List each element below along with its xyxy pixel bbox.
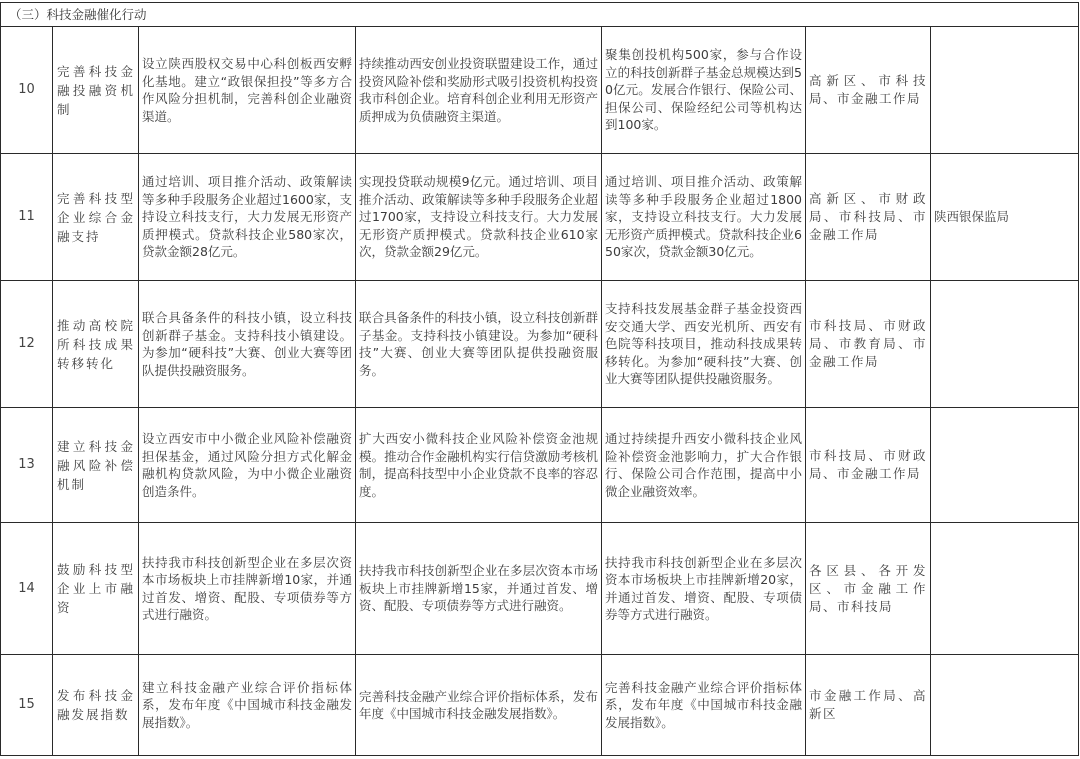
table-row: [1, 523, 1079, 655]
lead-units: 市科技局、市财政局、市教育局、市金融工作局: [806, 281, 931, 408]
goal-year-1: 联合具备条件的科技小镇，设立科技创新群子基金。支持科技小镇建设。为参加“硬科技”大赛、创业大赛等团队提供投融资服务。: [139, 281, 356, 408]
tech-finance-action-table: [0, 2, 1079, 756]
cooperating-units: [931, 408, 1079, 523]
table-row: [1, 27, 1079, 154]
lead-units: 市金融工作局、高新区: [806, 655, 931, 756]
cooperating-units: [931, 523, 1079, 655]
goal-year-2: 扶持我市科技创新型企业在多层次资本市场板块上市挂牌新增15家，并通过首发、增资、配股、专项债券等方式进行融资。: [356, 523, 602, 655]
goal-year-2: 联合具备条件的科技小镇，设立科技创新群子基金。支持科技小镇建设。为参加“硬科技”大赛、创业大赛等团队提供投融资服务。: [356, 281, 602, 408]
row-number: 10: [1, 27, 53, 154]
table-row: [1, 408, 1079, 523]
row-number: 11: [1, 154, 53, 281]
table-row: [1, 655, 1079, 756]
goal-year-1: 设立陕西股权交易中心科创板西安孵化基地。建立“政银保担投”等多方合作风险分担机制，完善科创企业融资渠道。: [139, 27, 356, 154]
table-row: [1, 154, 1079, 281]
goal-year-2: 持续推动西安创业投资联盟建设工作，通过投资风险补偿和奖励形式吸引投资机构投资我市科创企业。培育科创企业利用无形资产质押成为负债融资主渠道。: [356, 27, 602, 154]
task-name: 建立科技金融风险补偿机制: [53, 408, 139, 523]
task-name: 完善科技型企业综合金融支持: [53, 154, 139, 281]
cooperating-units: 陕西银保监局: [931, 154, 1079, 281]
section-title: （三）科技金融催化行动: [1, 3, 1079, 27]
task-name: 发布科技金融发展指数: [53, 655, 139, 756]
row-number: 13: [1, 408, 53, 523]
cooperating-units: [931, 655, 1079, 756]
goal-year-1: 建立科技金融产业综合评价指标体系，发布年度《中国城市科技金融发展指数》。: [139, 655, 356, 756]
lead-units: 高新区、市科技局、市金融工作局: [806, 27, 931, 154]
table-row: [1, 281, 1079, 408]
lead-units: 各区县、各开发区、市金融工作局、市科技局: [806, 523, 931, 655]
goal-year-3: 聚集创投机构500家，参与合作设立的科技创新群子基金总规模达到50亿元。发展合作银行、保险公司、担保公司、保险经纪公司等机构达到100家。: [602, 27, 806, 154]
goal-year-3: 支持科技发展基金群子基金投资西安交通大学、西安光机所、西安有色院等科技项目，推动科技成果转移转化。为参加“硬科技”大赛、创业大赛等团队提供投融资服务。: [602, 281, 806, 408]
goal-year-3: 通过培训、项目推介活动、政策解读等多种手段服务企业超过1800家，支持设立科技支行。大力发展无形资产质押模式。贷款科技企业650家次，贷款金额30亿元。: [602, 154, 806, 281]
goal-year-2: 扩大西安小微科技企业风险补偿资金池规模。推动合作金融机构实行信贷激励考核机制，提高科技型中小企业贷款不良率的容忍度。: [356, 408, 602, 523]
task-name: 鼓励科技型企业上市融资: [53, 523, 139, 655]
section-header-row: [1, 3, 1079, 27]
goal-year-1: 扶持我市科技创新型企业在多层次资本市场板块上市挂牌新增10家，并通过首发、增资、配股、专项债券等方式进行融资。: [139, 523, 356, 655]
cooperating-units: [931, 281, 1079, 408]
row-number: 15: [1, 655, 53, 756]
task-name: 完善科技金融投融资机制: [53, 27, 139, 154]
goal-year-3: 完善科技金融产业综合评价指标体系，发布年度《中国城市科技金融发展指数》。: [602, 655, 806, 756]
row-number: 14: [1, 523, 53, 655]
row-number: 12: [1, 281, 53, 408]
goal-year-1: 设立西安市中小微企业风险补偿融资担保基金，通过风险分担方式化解金融机构贷款风险，为中小微企业融资创造条件。: [139, 408, 356, 523]
goal-year-3: 通过持续提升西安小微科技企业风险补偿资金池影响力，扩大合作银行、保险公司合作范围，提高中小微企业融资效率。: [602, 408, 806, 523]
goal-year-2: 完善科技金融产业综合评价指标体系，发布年度《中国城市科技金融发展指数》。: [356, 655, 602, 756]
lead-units: 市科技局、市财政局、市金融工作局: [806, 408, 931, 523]
goal-year-2: 实现投贷联动规模9亿元。通过培训、项目推介活动、政策解读等多种手段服务企业超过1700家，支持设立科技支行。大力发展无形资产质押模式。贷款科技企业610家次，贷款金额29亿元。: [356, 154, 602, 281]
goal-year-3: 扶持我市科技创新型企业在多层次资本市场板块上市挂牌新增20家，并通过首发、增资、配股、专项债券等方式进行融资。: [602, 523, 806, 655]
lead-units: 高新区、市财政局、市科技局、市金融工作局: [806, 154, 931, 281]
task-name: 推动高校院所科技成果转移转化: [53, 281, 139, 408]
goal-year-1: 通过培训、项目推介活动、政策解读等多种手段服务企业超过1600家，支持设立科技支行，大力发展无形资产质押模式。贷款科技企业580家次，贷款金额28亿元。: [139, 154, 356, 281]
cooperating-units: [931, 27, 1079, 154]
